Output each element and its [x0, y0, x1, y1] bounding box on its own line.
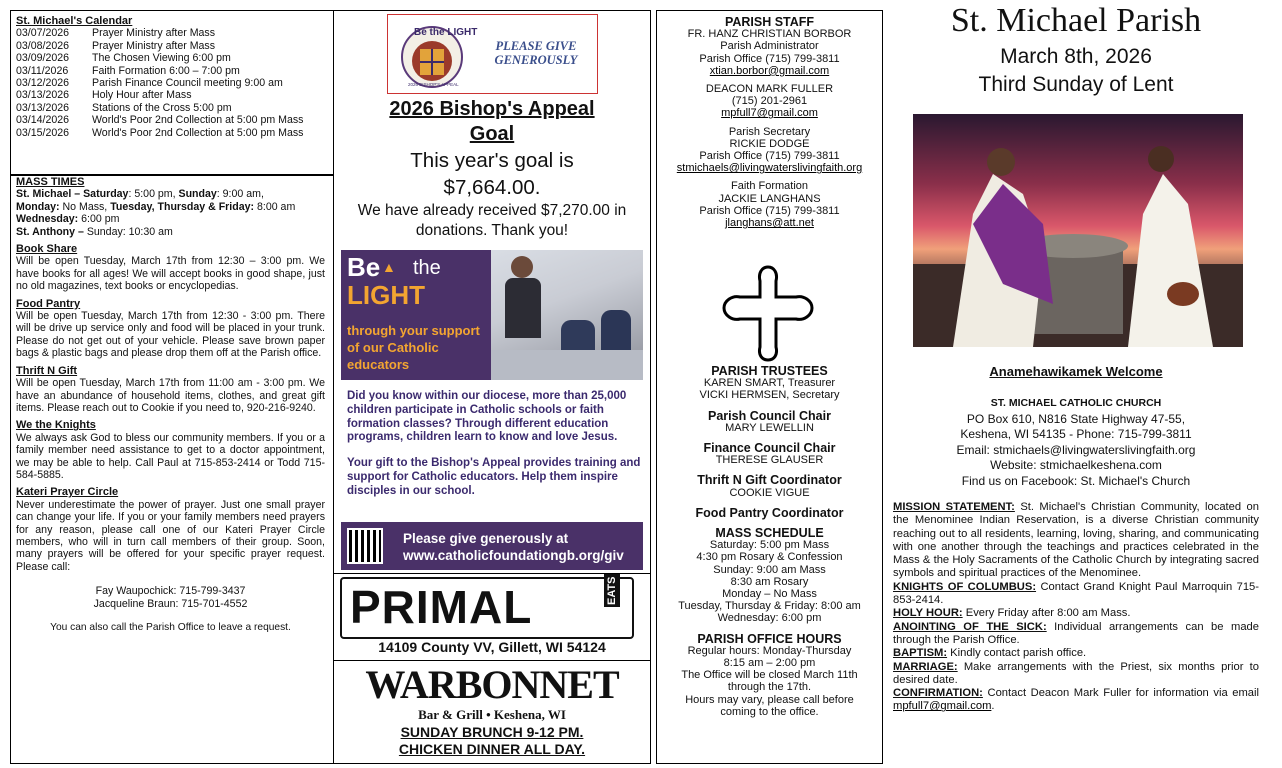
primal-address: 14109 County VV, Gillett, WI 54124 — [378, 639, 606, 655]
calendar-event: Holy Hour after Mass — [92, 89, 192, 102]
secretary-role: Parish Secretary — [728, 125, 811, 138]
left-column-content — [16, 176, 325, 634]
calendar-row — [16, 77, 330, 89]
appeal-info-1: Did you know within our diocese, more than 25,000 children participate in Catholic schools or faith formation classes? Through different education programs, children learn to know and love Jesus. — [347, 390, 627, 444]
church-email: Email: stmichaels@livingwaterslivingfaith.org — [956, 442, 1196, 457]
schedule-line: 4:30 pm Rosary & Confession — [696, 551, 843, 564]
give-online-text: Please give generously at www.catholicfoundationgb.org/giv — [403, 531, 624, 563]
staff-section — [658, 16, 881, 229]
calendar-row — [16, 89, 330, 101]
schedule-line: Saturday: 5:00 pm Mass — [709, 539, 830, 552]
appeal-logo-sub: 2026 BISHOP'S APPEAL — [408, 82, 459, 87]
schedule-line: Tuesday, Thursday & Friday: 8:00 am — [678, 600, 861, 613]
schedule-title: MASS SCHEDULE — [715, 526, 824, 541]
primal-eats: EATS — [606, 576, 618, 605]
admin-phone: Parish Office (715) 799-3811 — [699, 52, 840, 65]
book-share-text: Will be open Tuesday, March 17th from 12:30 – 3:00 pm. We have books for all ages! We will accept books in good shape, just no old magazines, text books or encyclopedias. — [16, 255, 325, 293]
church-facebook: Find us on Facebook: St. Michael's Church — [961, 473, 1191, 488]
calendar-row — [16, 27, 330, 39]
banner-photo — [491, 250, 643, 380]
appeal-received: We have already received $7,270.00 in donations. Thank you! — [357, 202, 627, 239]
kateri-title: Kateri Prayer Circle — [16, 486, 119, 499]
mass-times-wed-label: Wednesday: — [16, 213, 79, 226]
calendar-event: Prayer Ministry after Mass — [92, 27, 216, 40]
appeal-info-2: Your gift to the Bishop's Appeal provides training and support for Catholic educators. Help them inspire disciples in our school. — [347, 457, 641, 497]
cover-painting — [913, 114, 1243, 347]
finance-name: THERESE GLAUSER — [715, 454, 824, 467]
appeal-logo-banner — [387, 14, 598, 94]
appeal-text — [336, 97, 648, 241]
deacon-name: DEACON MARK FULLER — [705, 83, 834, 96]
holy-hour-label: HOLY HOUR: — [893, 607, 963, 620]
book-share-title: Book Share — [16, 243, 78, 256]
mass-times-sat: : 5:00 pm, — [128, 188, 179, 201]
mass-times-weekday: 8:00 am — [254, 200, 296, 213]
marriage — [893, 661, 1259, 688]
warbonnet-logo: WARBONNET — [365, 662, 619, 707]
mass-times — [16, 188, 325, 238]
mass-times-sunday: : 9:00 am, — [216, 188, 264, 201]
trustee-2: VICKI HERMSEN, Secretary — [699, 389, 840, 402]
calendar-date: 03/13/2026 — [16, 101, 70, 114]
calendar-event: World's Poor 2nd Collection at 5:00 pm Mass — [92, 114, 304, 127]
ff-email-link[interactable]: jlanghans@att.net — [725, 217, 814, 230]
church-website: Website: stmichaelkeshena.com — [990, 458, 1162, 472]
primal-logo — [340, 577, 634, 639]
flame-icon: ▲ — [382, 259, 396, 275]
office-line-6: coming to the office. — [720, 705, 819, 718]
office-title: PARISH OFFICE HOURS — [697, 631, 842, 646]
mass-times-weekday-label: Tuesday, Thursday & Friday: — [110, 200, 255, 213]
ff-phone: Parish Office (715) 799-3811 — [699, 204, 840, 217]
banner-sub: through your support of our Catholic educators — [347, 323, 480, 372]
schedule-line: Wednesday: 6:00 pm — [717, 612, 822, 625]
mass-times-st-michael: St. Michael – Saturday — [16, 188, 129, 201]
appeal-logo-text: Be the LIGHT — [414, 27, 478, 38]
mass-times-st-anthony: St. Anthony – — [16, 225, 87, 238]
banner-be: Be — [347, 252, 381, 282]
mission-statement — [893, 501, 1259, 581]
confirmation-email-link[interactable]: mpfull7@gmail.com — [893, 700, 992, 713]
church-info — [888, 396, 1264, 489]
calendar-date: 03/12/2026 — [16, 77, 70, 90]
calendar-date: 03/09/2026 — [16, 52, 70, 65]
calendar-event: Parish Finance Council meeting 9:00 am — [92, 77, 283, 90]
confirmation — [893, 687, 1259, 714]
mass-times-wed: 6:00 pm — [78, 213, 120, 226]
admin-email-link[interactable]: xtian.borbor@gmail.com — [709, 64, 830, 77]
admin-role: Parish Administrator — [720, 40, 819, 53]
dinner-line: CHICKEN DINNER ALL DAY. — [398, 741, 586, 757]
confirmation-label: CONFIRMATION: — [893, 687, 983, 700]
calendar-row — [16, 102, 330, 114]
council-name: MARY LEWELLIN — [725, 421, 814, 434]
council-title: Parish Council Chair — [708, 408, 831, 423]
office-line-5: Hours may vary, please call before — [685, 693, 854, 706]
info-section — [893, 501, 1259, 714]
kateri-text: Never underestimate the power of prayer. Just one small prayer can change your life. If you or your family members need prayers for any reason, please call one of our Kateri Prayer Circle members, who will in turn call members of their group. Soon, many prayers will be offered for your specific prayer request. Please call: — [16, 498, 325, 573]
confirmation-text: Contact Deacon Mark Fuller for information via email — [982, 687, 1259, 700]
be-the-light-banner — [341, 250, 643, 380]
knights-text: We always ask God to bless our community members. If you or a family member need assistance to get to a doctor appointment, we may be able to help. Call Paul at 715-853-2414 or Todd 715-584-5885. — [16, 431, 325, 481]
schedule-line: Sunday: 9:00 am Mass — [713, 563, 826, 576]
secretary-email-link[interactable]: stmichaels@livingwaterslivingfaith.org — [676, 162, 863, 175]
baptism — [893, 647, 1259, 660]
calendar-date: 03/07/2026 — [16, 27, 70, 40]
calendar-date: 03/14/2026 — [16, 114, 70, 127]
calendar-rows — [16, 27, 330, 139]
calendar-event: Stations of the Cross 5:00 pm — [92, 101, 232, 114]
kateri-footer: You can also call the Parish Office to leave a request. — [50, 622, 291, 633]
koc-text: Contact Grand Knight Paul Marroquin 715-853-2414. — [893, 580, 1259, 607]
thrift-coord-title: Thrift N Gift Coordinator — [697, 473, 842, 488]
food-pantry-text: Will be open Tuesday, March 17th from 12:30 - 3:00 pm. There will be drive up service only and food will be placed in your trunk. Please do not get out of your vehicle. Please save brown paper bags & plastic bags and please drop them off at the Parish office. — [16, 310, 325, 360]
appeal-heading: 2026 Bishop's Appeal Goal — [389, 98, 595, 145]
welcome-title: Anamehawikamek Welcome — [989, 364, 1163, 379]
mass-times-monday-label: Monday: — [16, 200, 60, 213]
brunch-line: SUNDAY BRUNCH 9-12 PM. — [400, 724, 584, 740]
calendar-event: Prayer Ministry after Mass — [92, 39, 216, 52]
finance-title: Finance Council Chair — [703, 441, 836, 456]
church-addr-1: PO Box 610, N816 State Highway 47-55, — [966, 411, 1186, 426]
mass-times-monday: No Mass, — [59, 200, 111, 213]
cross-icon — [714, 263, 822, 363]
confirmation-end: . — [991, 700, 995, 713]
thrift-coord-name: COOKIE VIGUE — [729, 486, 810, 499]
schedule-lines — [658, 539, 881, 624]
deacon-phone: (715) 201-2961 — [731, 95, 808, 108]
thrift-title: Thrift N Gift — [16, 364, 78, 377]
church-name: ST. MICHAEL CATHOLIC CHURCH — [990, 397, 1162, 409]
calendar-title: St. Michael's Calendar — [16, 15, 133, 27]
calendar-row — [16, 52, 330, 64]
calendar-row — [16, 65, 330, 77]
secretary-name: RICKIE DODGE — [729, 137, 810, 150]
baptism-label: BAPTISM: — [893, 647, 948, 660]
holy-hour — [893, 607, 1259, 620]
office-line-2: 8:15 am – 2:00 pm — [723, 657, 816, 670]
office-line-4: through the 17th. — [727, 681, 812, 694]
ff-role: Faith Formation — [730, 180, 809, 193]
bulletin-date: March 8th, 2026 — [1000, 45, 1152, 68]
appeal-info — [347, 390, 645, 499]
marriage-text: Make arrangements with the Priest, six months prior to desired date. — [893, 660, 1259, 686]
please-give: PLEASE GIVE GENEROUSLY — [494, 39, 578, 67]
qr-code-icon — [347, 528, 383, 564]
calendar — [16, 15, 330, 139]
warbonnet-sub: Bar & Grill • Keshena, WI — [418, 707, 566, 722]
admin-name: FR. HANZ CHRISTIAN BORBOR — [687, 28, 852, 41]
knights-of-columbus — [893, 581, 1259, 608]
kateri-contact-1: Fay Waupochick: 715-799-3437 — [95, 585, 246, 598]
office-line-3: The Office will be closed March 11th — [681, 669, 858, 682]
koc-label: KNIGHTS OF COLUMBUS: — [893, 580, 1037, 593]
marriage-label: MARRIAGE: — [893, 660, 958, 673]
mission-text: St. Michael's Christian Community, located on the Menominee Indian Reservation, is a diverse Christian community reaching out to all residents, learning, loving, sharing, and communicating with one another through the teachings and practices celebrated in the Mass & the Holy Sacraments of the Catholic Church by integrating sacred symbols and spiritual practices of the Menominee. — [893, 501, 1259, 580]
painting-svg — [913, 114, 1243, 347]
thrift-text: Will be open Tuesday, March 17th from 11:00 am - 3:00 pm. We have an abundance of household items, clothes, and great gift items. Please reach out to Cookie if you need to, 920-216-9240. — [16, 377, 325, 414]
appeal-goal: This year's goal is $7,664.00. — [410, 149, 574, 199]
mass-times-st-anthony-time: Sunday: 10:30 am — [86, 225, 173, 238]
give-online-bar — [341, 522, 643, 570]
parish-title: St. Michael Parish — [950, 2, 1202, 39]
calendar-event: Faith Formation 6:00 – 7:00 pm — [92, 64, 240, 77]
calendar-row — [16, 114, 330, 126]
calendar-date: 03/13/2026 — [16, 89, 70, 102]
church-addr-2: Keshena, WI 54135 - Phone: 715-799-3811 — [960, 427, 1192, 441]
food-pantry-title: Food Pantry — [16, 297, 81, 310]
staff-title: PARISH STAFF — [724, 15, 815, 29]
primal-name: PRIMAL — [350, 581, 533, 633]
calendar-date: 03/11/2026 — [16, 64, 69, 77]
mass-times-title: MASS TIMES — [16, 176, 85, 188]
ff-name: JACKIE LANGHANS — [718, 192, 821, 205]
calendar-date: 03/15/2026 — [16, 126, 70, 139]
mass-times-sunday-label: Sunday — [178, 188, 217, 201]
schedule-line: Monday – No Mass — [722, 588, 817, 601]
baptism-text: Kindly contact parish office. — [947, 647, 1087, 660]
calendar-date: 03/08/2026 — [16, 39, 70, 52]
secretary-phone: Parish Office (715) 799-3811 — [699, 150, 840, 163]
kateri-contact-2: Jacqueline Braun: 715-701-4552 — [93, 597, 248, 610]
banner-light: LIGHT — [347, 280, 425, 310]
calendar-row — [16, 127, 330, 139]
trustee-1: KAREN SMART, Treasurer — [703, 377, 836, 390]
holy-hour-text: Every Friday after 8:00 am Mass. — [962, 607, 1131, 620]
schedule-line: 8:30 am Rosary — [730, 575, 809, 588]
pantry-coord-title: Food Pantry Coordinator — [695, 505, 844, 520]
banner-the: the — [413, 257, 441, 279]
trustees-section — [658, 365, 881, 718]
anointing — [893, 621, 1259, 648]
anointing-text: Individual arrangements can be made through the Parish Office. — [893, 620, 1259, 646]
trustees-title: PARISH TRUSTEES — [711, 364, 828, 378]
mission-label: MISSION STATEMENT: — [893, 501, 1015, 513]
office-line-1: Regular hours: Monday-Thursday — [687, 644, 852, 657]
calendar-row — [16, 40, 330, 52]
liturgical-day: Third Sunday of Lent — [978, 73, 1174, 96]
calendar-event: The Chosen Viewing 6:00 pm — [92, 52, 231, 65]
knights-title: We the Knights — [16, 419, 96, 432]
deacon-email-link[interactable]: mpfull7@gmail.com — [721, 107, 818, 120]
calendar-event: World's Poor 2nd Collection at 5:00 pm Mass — [92, 126, 304, 139]
anointing-label: ANOINTING OF THE SICK: — [893, 620, 1047, 633]
